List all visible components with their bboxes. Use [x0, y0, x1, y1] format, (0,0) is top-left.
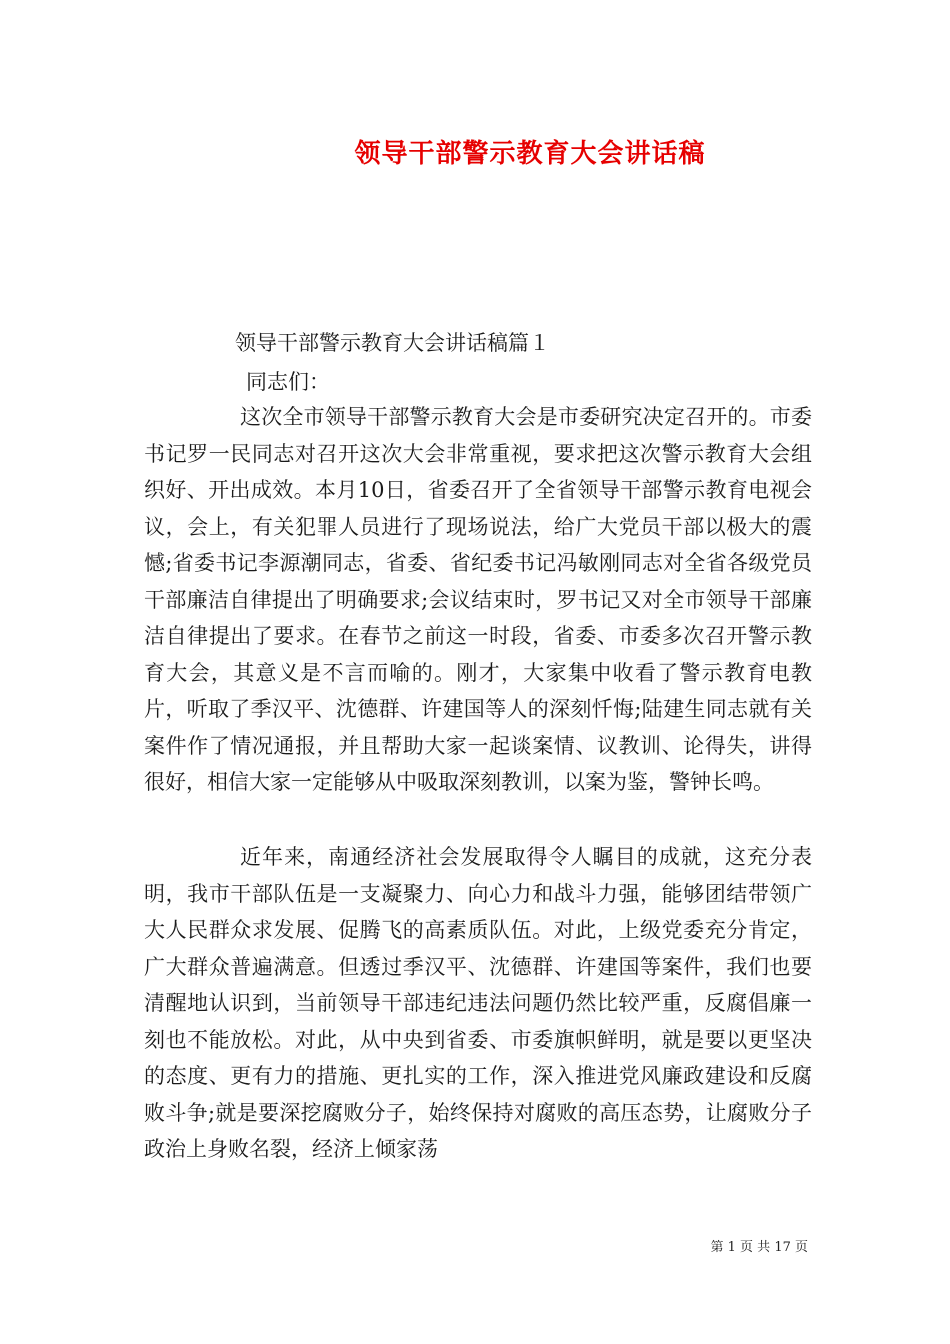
page-number-footer: 第 1 页 共 17 页 — [710, 1240, 808, 1255]
salutation: 同志们： — [246, 370, 330, 394]
section-heading: 领导干部警示教育大会讲话稿篇１ — [235, 331, 550, 355]
body-paragraph: 这次全市领导干部警示教育大会是市委研究决定召开的。市委书记罗一民同志对召开这次大会非常重视，要求把这次警示教育大会组织好、开出成效。本月10日，省委召开了全省领导干部警示教育电视会议，会上，有关犯罪人员进行了现场说法，给广大党员干部以极大的震憾;省委书记李源潮同志，省委、省纪委书记冯敏刚同志对全省各级党员干部廉洁自律提出了明确要求;会议结束时，罗书记又对全市领导干部廉洁自律提出了要求。在春节之前这一时段，省委、市委多次召开警示教育大会，其意义是不言而喻的。刚才，大家集中收看了警示教育电教片，听取了季汉平、沈德群、许建国等人的深刻忏悔;陆建生同志就有关案件作了情况通报，并且帮助大家一起谈案情、议教训、论得失，讲得很好，相信大家一定能够从中吸取深刻教训，以案为鉴，警钟长鸣。 — [144, 405, 812, 794]
document-title: 领导干部警示教育大会讲话稿 — [354, 139, 706, 169]
body-paragraph: 近年来，南通经济社会发展取得令人瞩目的成就，这充分表明，我市干部队伍是一支凝聚力、向心力和战斗力强，能够团结带领广大人民群众求发展、促腾飞的高素质队伍。对此，上级党委充分肯定，广大群众普遍满意。但透过季汉平、沈德群、许建国等案件，我们也要清醒地认识到，当前领导干部违纪违法问题仍然比较严重，反腐倡廉一刻也不能放松。对此，从中央到省委、市委旗帜鲜明，就是要以更坚决的态度、更有力的措施、更扎实的工作，深入推进党风廉政建设和反腐败斗争;就是要深挖腐败分子，始终保持对腐败的高压态势，让腐败分子政治上身败名裂，经济上倾家荡 — [144, 845, 812, 1161]
